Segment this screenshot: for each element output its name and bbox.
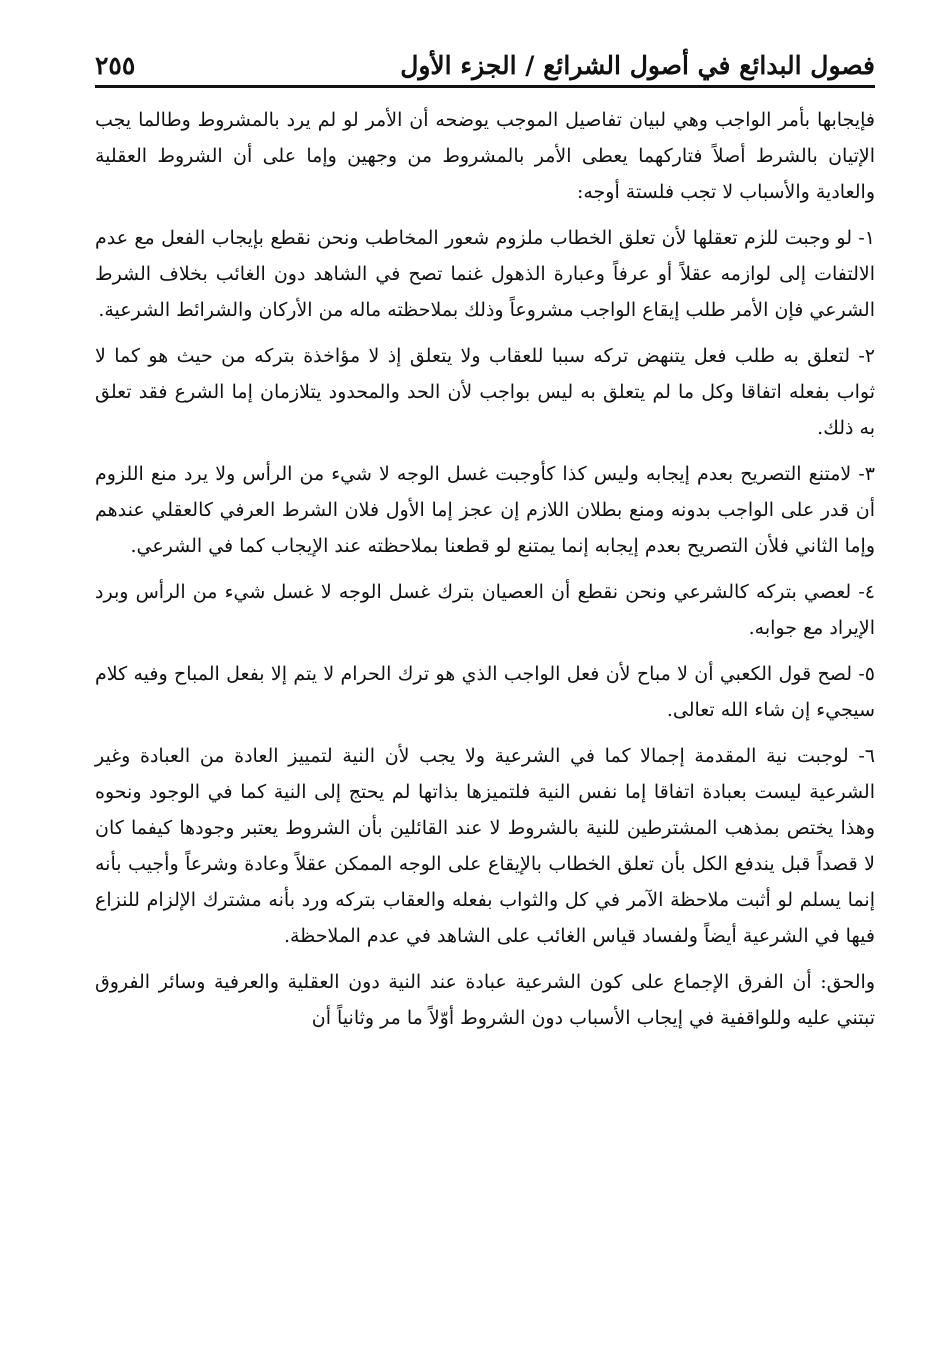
page-number: ٢٥٥ xyxy=(95,50,136,80)
body-text xyxy=(95,102,875,1036)
paragraph-point-4: ٤- لعصي بتركه كالشرعي ونحن نقطع أن العصيان بترك غسل الوجه لا غسل شيء من الرأس وبرد الإيراد مع جوابه. xyxy=(95,581,875,639)
paragraph-conclusion: والحق: أن الفرق الإجماع على كون الشرعية عبادة عند النية دون العقلية والعرفية وسائر الفروق تبتني عليه وللواقفية في إيجاب الأسباب دون الشروط أوّلاً ما مر وثانياً أن xyxy=(95,971,875,1029)
document-page xyxy=(95,40,875,1350)
running-header xyxy=(95,40,875,88)
paragraph-point-5: ٥- لصح قول الكعبي أن لا مباح لأن فعل الواجب الذي هو ترك الحرام لا يتم إلا بفعل المباح وفيه كلام سيجيء إن شاء الله تعالى. xyxy=(95,663,875,721)
paragraph-point-2: ٢- لتعلق به طلب فعل يتنهض تركه سببا للعقاب ولا يتعلق إذ لا مؤاخذة بتركه من حيث هو كما لا ثواب بفعله اتفاقا وكل ما لم يتعلق به ليس بواجب لأن الحد والمحدود يتلازمان إما الشرع فقد تعلق به ذلك. xyxy=(95,345,875,439)
paragraph-point-1: ١- لو وجبت للزم تعقلها لأن تعلق الخطاب ملزوم شعور المخاطب ونحن نقطع بإيجاب الفعل مع عدم الالتفات إلى لوازمه عقلاً أو عرفاً وعبارة الذهول غنما تصح في الشاهد دون الغائب بخلاف الشرط الشرعي فإن الأمر طلب إيقاع الواجب مشروعاً وذلك بملاحظته ماله من الأركان والشرائط الشرعية. xyxy=(95,227,875,321)
paragraph-point-3: ٣- لامتنع التصريح بعدم إيجابه وليس كذا كأوجبت غسل الوجه لا شيء من الرأس ولا يرد منع اللزوم أن قدر على الواجب بدونه ومنع بطلان اللازم إن عجز إما الأول فلان الشرط العرفي كالعقلي عندهم وإما الثاني فلأن التصريح بعدم إيجابه إنما يمتنع لو قطعنا بملاحظته عند الإيجاب كما في الشرعي. xyxy=(95,463,875,557)
paragraph-intro: فإيجابها بأمر الواجب وهي لبيان تفاصيل الموجب يوضحه أن الأمر لو لم يرد بالمشروط وطالما يجب الإتيان بالشرط أصلاً فتاركهما يعطى الأمر بالمشروط من وجهين وإما على أن الشروط العقلية والعادية والأسباب لا تجب فلستة أوجه: xyxy=(95,109,875,203)
running-title: فصول البدائع في أصول الشرائع / الجزء الأول xyxy=(400,50,875,80)
paragraph-point-6: ٦- لوجبت نية المقدمة إجمالا كما في الشرعية ولا يجب لأن النية لتمييز العادة من العبادة وغير الشرعية ليست بعبادة اتفاقا إما نفس النية فلتميزها بذاتها لم يحتج إلى النية كما في الوجود ونحوه وهذا يختص بمذهب المشترطين للنية بالشروط لا عند القائلين بأن الشروط يعتبر وجودها كيفما كان لا قصداً قبل يندفع الكل بأن تعلق الخطاب بالإيقاع على الوجه الممكن عقلاً وعادة وشرعاً وأجيب بأنه إنما يسلم لو أثبت ملاحظة الآمر في كل والثواب بفعله والعقاب بتركه ورد بأنه مشترك الإلزام للنزاع فيها في الشرعية أيضاً ولفساد قياس الغائب على الشاهد في عدم الملاحظة. xyxy=(95,745,875,947)
